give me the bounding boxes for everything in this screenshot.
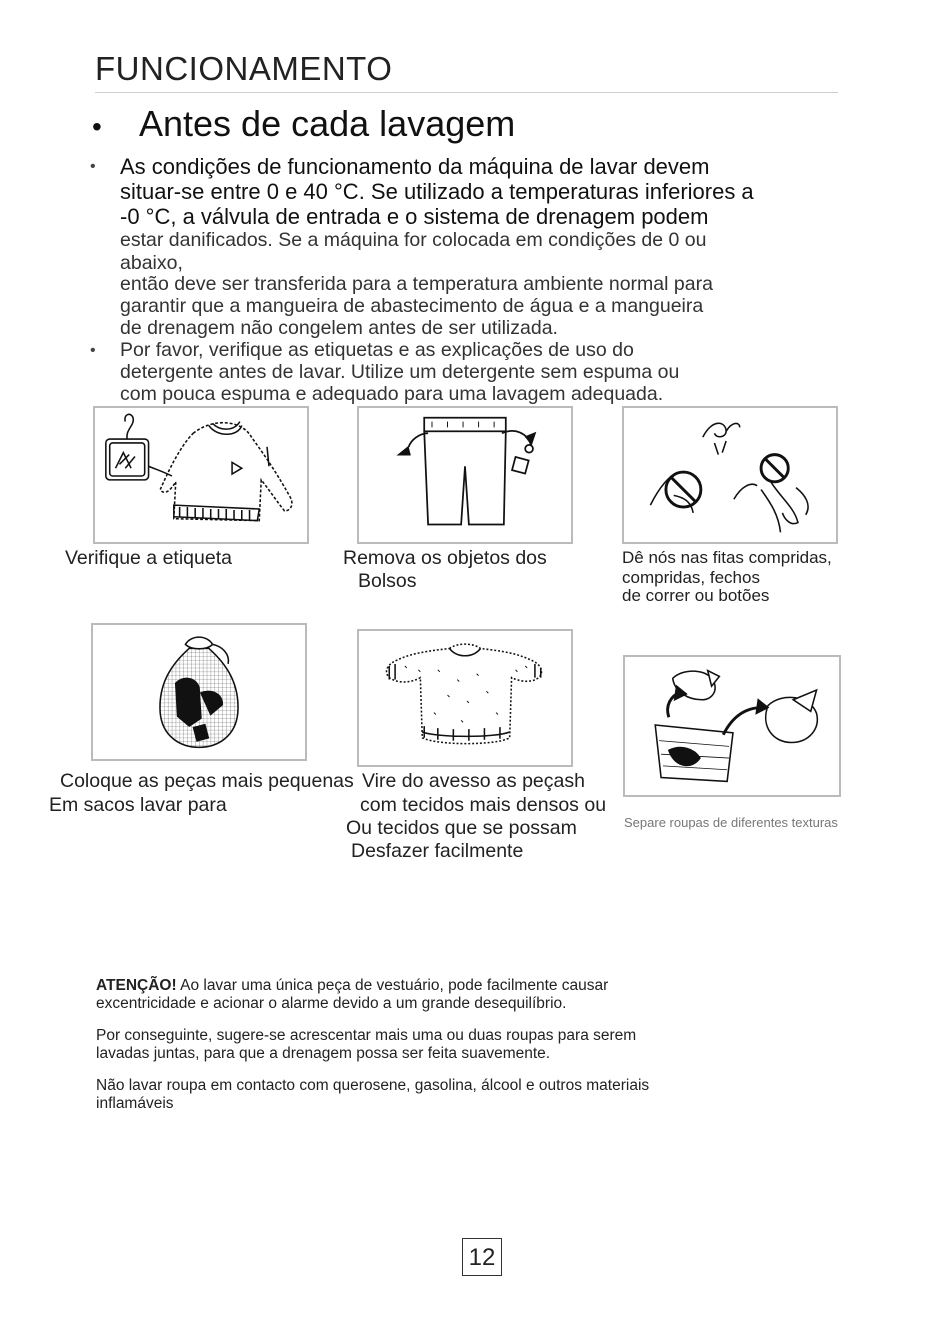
bullet-1-line-1: As condições de funcionamento da máquina de lavar devem [120, 154, 710, 179]
bullet-2-line-2: detergente antes de lavar. Utilize um detergente sem espuma ou [120, 361, 680, 383]
caption-inside-out-line-1: Vire do avesso as peçash [362, 770, 585, 792]
trousers-icon [359, 408, 571, 542]
bullet-1-line-6: então deve ser transferida para a temperatura ambiente normal para [120, 273, 713, 295]
page-title: FUNCIONAMENTO [95, 50, 393, 87]
caption-tie-knots-line-3: de correr ou botões [622, 586, 770, 605]
bullet-2-line-1: Por favor, verifique as etiquetas e as explicações de uso do [120, 339, 634, 361]
bullet-2-line-3: com pouca espuma e adequado para uma lavagem adequada. [120, 383, 664, 405]
illustration-check-label [93, 406, 309, 544]
caption-separate-textures: Separe roupas de diferentes texturas [624, 815, 838, 830]
warning-paragraph-2: Por conseguinte, sugere-se acrescentar mais uma ou duas roupas para serem lavadas juntas, para que a drenagem possa ser feita suavemente. [96, 1027, 637, 1062]
caption-tie-knots-line-1: Dê nós nas fitas compridas, [622, 548, 832, 567]
illustration-inside-out [357, 629, 573, 767]
illustration-separate-textures [623, 655, 841, 797]
caption-empty-pockets-line-1: Remova os objetos dos [343, 547, 547, 569]
bullet-1-line-4: estar danificados. Se a máquina for colocada em condições de 0 ou [120, 229, 707, 251]
bullet-1-line-3: -0 °C, a válvula de entrada e o sistema de drenagem podem [120, 204, 709, 229]
page-number: 12 [462, 1238, 502, 1276]
sorting-laundry-icon [625, 657, 839, 795]
caption-tie-knots-line-2: compridas, fechos [622, 568, 760, 587]
warning-paragraph-1 [96, 977, 656, 1013]
section-subtitle [92, 103, 515, 145]
subtitle-bullet: • [92, 111, 102, 142]
bullet-dot: • [90, 158, 96, 175]
warning-paragraph-3: Não lavar roupa em contacto com querosene, gasolina, álcool e outros materiais inflamáveis [96, 1077, 650, 1112]
ribbon-knot-icon [624, 408, 836, 542]
title-divider [95, 92, 838, 93]
bullet-1-line-2: situar-se entre 0 e 40 °C. Se utilizado a temperaturas inferiores a [120, 179, 754, 204]
inside-out-sweater-icon [359, 631, 571, 765]
sweater-label-icon [95, 408, 307, 542]
illustration-tie-knots [622, 406, 838, 544]
caption-laundry-bag-line-2: Em sacos lavar para [49, 794, 227, 816]
bullet-1-line-8: de drenagem não congelem antes de ser utilizada. [120, 317, 558, 339]
caption-laundry-bag-line-1: Coloque as peças mais pequenas [60, 770, 354, 792]
warning-note [96, 977, 656, 1127]
illustration-empty-pockets [357, 406, 573, 544]
caption-empty-pockets-line-2: Bolsos [358, 570, 417, 592]
section-subtitle-text: Antes de cada lavagem [139, 103, 516, 144]
caption-check-label: Verifique a etiqueta [65, 547, 232, 569]
warning-text-1: Ao lavar uma única peça de vestuário, pode facilmente causar excentricidade e acionar o alarme devido a um grande desequilíbrio. [96, 977, 609, 1012]
bullet-1-line-5: abaixo, [120, 252, 183, 274]
bullet-1-line-7: garantir que a mangueira de abastecimento de água e a mangueira [120, 295, 704, 317]
caption-inside-out-line-2: com tecidos mais densos ou [360, 794, 607, 816]
caption-inside-out-line-4: Desfazer facilmente [351, 840, 524, 862]
laundry-bag-icon [93, 625, 305, 759]
illustration-laundry-bag [91, 623, 307, 761]
warning-label: ATENÇÃO! [96, 977, 177, 994]
caption-inside-out-line-3: Ou tecidos que se possam [346, 817, 577, 839]
bullet-dot: • [90, 342, 96, 359]
